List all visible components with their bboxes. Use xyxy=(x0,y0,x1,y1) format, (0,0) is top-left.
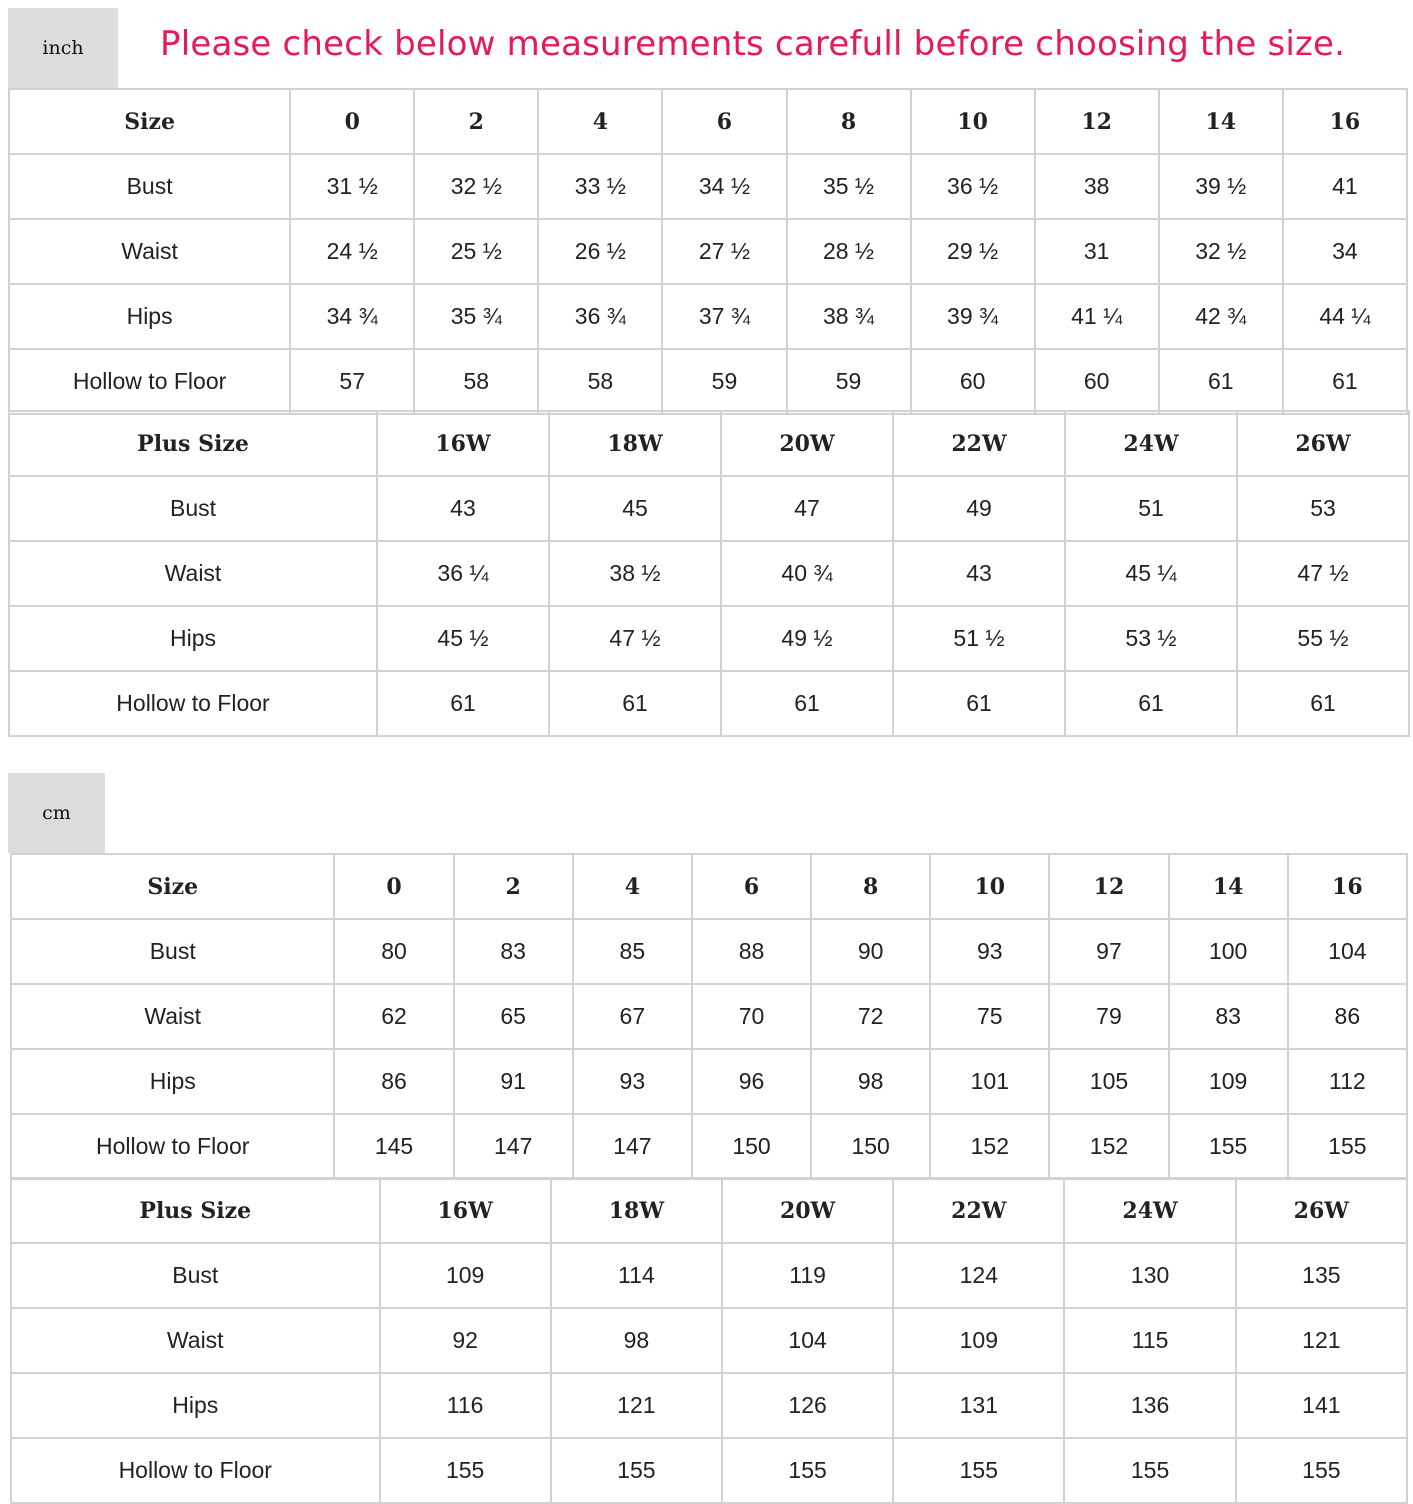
measurement-value: 67 xyxy=(573,984,692,1049)
measurement-value: 155 xyxy=(551,1438,722,1503)
measurement-value: 93 xyxy=(930,919,1049,984)
size-column-header: 16 xyxy=(1283,89,1407,154)
size-column-header: 4 xyxy=(538,89,662,154)
size-column-header: 12 xyxy=(1049,854,1168,919)
size-header-row xyxy=(11,854,1407,919)
measurement-value: 38 ½ xyxy=(549,541,721,606)
measurement-value: 32 ½ xyxy=(1159,219,1283,284)
measurement-value: 152 xyxy=(930,1114,1049,1179)
size-header-label: Size xyxy=(9,89,290,154)
size-column-header: 10 xyxy=(911,89,1035,154)
measurement-value: 150 xyxy=(811,1114,930,1179)
measurement-value: 61 xyxy=(1159,349,1283,414)
measurement-value: 61 xyxy=(1283,349,1407,414)
measurement-label: Waist xyxy=(9,219,290,284)
measurement-value: 100 xyxy=(1169,919,1288,984)
size-column-header: 8 xyxy=(811,854,930,919)
measurement-row xyxy=(9,284,1407,349)
measurement-value: 145 xyxy=(334,1114,453,1179)
size-column-header: 6 xyxy=(692,854,811,919)
size-header-label: Size xyxy=(11,854,334,919)
size-column-header: 12 xyxy=(1035,89,1159,154)
measurement-value: 43 xyxy=(377,476,549,541)
measurement-value: 155 xyxy=(1064,1438,1235,1503)
measurement-value: 41 ¼ xyxy=(1035,284,1159,349)
measurement-value: 97 xyxy=(1049,919,1168,984)
measurement-label: Hips xyxy=(11,1373,380,1438)
measurement-value: 80 xyxy=(334,919,453,984)
measurement-value: 131 xyxy=(893,1373,1064,1438)
size-column-header: 16 xyxy=(1288,854,1407,919)
size-column-header: 22W xyxy=(893,1178,1064,1243)
measurement-row xyxy=(11,1308,1407,1373)
measurement-value: 59 xyxy=(662,349,786,414)
measurement-value: 34 xyxy=(1283,219,1407,284)
measurement-value: 112 xyxy=(1288,1049,1407,1114)
measurement-value: 38 xyxy=(1035,154,1159,219)
measurement-value: 60 xyxy=(911,349,1035,414)
measurement-value: 105 xyxy=(1049,1049,1168,1114)
measurement-value: 93 xyxy=(573,1049,692,1114)
measurement-value: 96 xyxy=(692,1049,811,1114)
inch-plus-size-table xyxy=(8,410,1410,737)
measurement-value: 43 xyxy=(893,541,1065,606)
measurement-value: 28 ½ xyxy=(787,219,911,284)
measurement-value: 35 ¾ xyxy=(414,284,538,349)
measurement-label: Waist xyxy=(9,541,377,606)
cm-standard-size-table xyxy=(10,853,1408,1180)
measurement-value: 49 ½ xyxy=(721,606,893,671)
measurement-label: Hips xyxy=(9,284,290,349)
measurement-value: 155 xyxy=(722,1438,893,1503)
measurement-value: 147 xyxy=(454,1114,573,1179)
measurement-value: 38 ¾ xyxy=(787,284,911,349)
measurement-value: 92 xyxy=(380,1308,551,1373)
measurement-value: 37 ¾ xyxy=(662,284,786,349)
measurement-value: 36 ½ xyxy=(911,154,1035,219)
measurement-label: Waist xyxy=(11,984,334,1049)
measurement-value: 130 xyxy=(1064,1243,1235,1308)
size-column-header: 2 xyxy=(414,89,538,154)
measurement-value: 72 xyxy=(811,984,930,1049)
measurement-row xyxy=(9,349,1407,414)
measurement-value: 25 ½ xyxy=(414,219,538,284)
measurement-value: 34 ½ xyxy=(662,154,786,219)
measurement-value: 61 xyxy=(1065,671,1237,736)
size-header-row xyxy=(9,89,1407,154)
measurement-row xyxy=(11,919,1407,984)
measurement-value: 152 xyxy=(1049,1114,1168,1179)
measurement-value: 61 xyxy=(549,671,721,736)
measurement-row xyxy=(9,219,1407,284)
measurement-value: 53 ½ xyxy=(1065,606,1237,671)
measurement-label: Hollow to Floor xyxy=(11,1114,334,1179)
size-header-label: Plus Size xyxy=(11,1178,380,1243)
measurement-value: 155 xyxy=(1236,1438,1407,1503)
measurement-row xyxy=(9,476,1409,541)
measurement-row xyxy=(9,671,1409,736)
measurement-value: 24 ½ xyxy=(290,219,414,284)
measurement-value: 55 ½ xyxy=(1237,606,1409,671)
measurement-value: 47 ½ xyxy=(1237,541,1409,606)
measurement-value: 141 xyxy=(1236,1373,1407,1438)
measurement-notice: Please check below measurements carefull before choosing the size. xyxy=(160,24,1346,64)
size-column-header: 22W xyxy=(893,411,1065,476)
measurement-value: 58 xyxy=(538,349,662,414)
measurement-value: 32 ½ xyxy=(414,154,538,219)
measurement-value: 36 ¼ xyxy=(377,541,549,606)
measurement-label: Hollow to Floor xyxy=(11,1438,380,1503)
measurement-value: 36 ¾ xyxy=(538,284,662,349)
measurement-row xyxy=(11,1373,1407,1438)
measurement-value: 61 xyxy=(893,671,1065,736)
measurement-value: 53 xyxy=(1237,476,1409,541)
measurement-value: 121 xyxy=(551,1373,722,1438)
size-column-header: 10 xyxy=(930,854,1049,919)
size-column-header: 20W xyxy=(721,411,893,476)
measurement-value: 86 xyxy=(1288,984,1407,1049)
size-column-header: 8 xyxy=(787,89,911,154)
measurement-value: 34 ¾ xyxy=(290,284,414,349)
measurement-value: 121 xyxy=(1236,1308,1407,1373)
measurement-value: 98 xyxy=(811,1049,930,1114)
cm-plus-size-table xyxy=(10,1177,1408,1504)
measurement-value: 59 xyxy=(787,349,911,414)
measurement-row xyxy=(11,1114,1407,1179)
inch-standard-size-table xyxy=(8,88,1408,415)
measurement-value: 45 ½ xyxy=(377,606,549,671)
size-header-row xyxy=(11,1178,1407,1243)
size-column-header: 0 xyxy=(290,89,414,154)
measurement-value: 104 xyxy=(722,1308,893,1373)
measurement-value: 83 xyxy=(1169,984,1288,1049)
measurement-value: 135 xyxy=(1236,1243,1407,1308)
measurement-label: Hips xyxy=(11,1049,334,1114)
measurement-value: 114 xyxy=(551,1243,722,1308)
measurement-value: 124 xyxy=(893,1243,1064,1308)
measurement-value: 86 xyxy=(334,1049,453,1114)
measurement-value: 65 xyxy=(454,984,573,1049)
measurement-value: 60 xyxy=(1035,349,1159,414)
measurement-value: 136 xyxy=(1064,1373,1235,1438)
unit-label-inch: inch xyxy=(8,8,118,88)
measurement-value: 79 xyxy=(1049,984,1168,1049)
measurement-value: 155 xyxy=(893,1438,1064,1503)
measurement-row xyxy=(11,1243,1407,1308)
measurement-value: 88 xyxy=(692,919,811,984)
measurement-row xyxy=(11,1049,1407,1114)
size-column-header: 16W xyxy=(377,411,549,476)
measurement-value: 90 xyxy=(811,919,930,984)
size-header-label: Plus Size xyxy=(9,411,377,476)
size-column-header: 20W xyxy=(722,1178,893,1243)
size-column-header: 6 xyxy=(662,89,786,154)
measurement-value: 26 ½ xyxy=(538,219,662,284)
unit-label-cm: cm xyxy=(8,773,105,853)
measurement-value: 126 xyxy=(722,1373,893,1438)
measurement-value: 51 xyxy=(1065,476,1237,541)
measurement-value: 29 ½ xyxy=(911,219,1035,284)
measurement-value: 61 xyxy=(1237,671,1409,736)
measurement-value: 51 ½ xyxy=(893,606,1065,671)
measurement-value: 57 xyxy=(290,349,414,414)
measurement-value: 33 ½ xyxy=(538,154,662,219)
measurement-value: 31 ½ xyxy=(290,154,414,219)
measurement-value: 119 xyxy=(722,1243,893,1308)
measurement-row xyxy=(9,606,1409,671)
measurement-value: 40 ¾ xyxy=(721,541,893,606)
measurement-value: 155 xyxy=(380,1438,551,1503)
measurement-value: 42 ¾ xyxy=(1159,284,1283,349)
measurement-value: 62 xyxy=(334,984,453,1049)
measurement-label: Hollow to Floor xyxy=(9,671,377,736)
size-column-header: 26W xyxy=(1237,411,1409,476)
measurement-value: 45 ¼ xyxy=(1065,541,1237,606)
measurement-label: Hips xyxy=(9,606,377,671)
measurement-value: 47 xyxy=(721,476,893,541)
measurement-value: 31 xyxy=(1035,219,1159,284)
measurement-value: 109 xyxy=(893,1308,1064,1373)
size-column-header: 14 xyxy=(1169,854,1288,919)
size-column-header: 14 xyxy=(1159,89,1283,154)
measurement-value: 49 xyxy=(893,476,1065,541)
measurement-value: 83 xyxy=(454,919,573,984)
measurement-value: 41 xyxy=(1283,154,1407,219)
measurement-value: 35 ½ xyxy=(787,154,911,219)
measurement-row xyxy=(9,154,1407,219)
measurement-value: 61 xyxy=(721,671,893,736)
measurement-row xyxy=(11,984,1407,1049)
measurement-value: 155 xyxy=(1169,1114,1288,1179)
measurement-value: 116 xyxy=(380,1373,551,1438)
size-column-header: 26W xyxy=(1236,1178,1407,1243)
measurement-value: 70 xyxy=(692,984,811,1049)
measurement-label: Bust xyxy=(11,919,334,984)
measurement-value: 39 ½ xyxy=(1159,154,1283,219)
measurement-value: 61 xyxy=(377,671,549,736)
size-column-header: 18W xyxy=(549,411,721,476)
size-column-header: 16W xyxy=(380,1178,551,1243)
size-column-header: 18W xyxy=(551,1178,722,1243)
measurement-value: 39 ¾ xyxy=(911,284,1035,349)
measurement-label: Waist xyxy=(11,1308,380,1373)
size-column-header: 2 xyxy=(454,854,573,919)
measurement-value: 85 xyxy=(573,919,692,984)
size-column-header: 4 xyxy=(573,854,692,919)
measurement-value: 58 xyxy=(414,349,538,414)
measurement-value: 147 xyxy=(573,1114,692,1179)
measurement-label: Bust xyxy=(11,1243,380,1308)
measurement-value: 98 xyxy=(551,1308,722,1373)
measurement-value: 44 ¼ xyxy=(1283,284,1407,349)
measurement-value: 91 xyxy=(454,1049,573,1114)
size-column-header: 24W xyxy=(1065,411,1237,476)
size-header-row xyxy=(9,411,1409,476)
measurement-value: 75 xyxy=(930,984,1049,1049)
measurement-value: 45 xyxy=(549,476,721,541)
measurement-value: 27 ½ xyxy=(662,219,786,284)
measurement-value: 155 xyxy=(1288,1114,1407,1179)
measurement-value: 47 ½ xyxy=(549,606,721,671)
measurement-row xyxy=(11,1438,1407,1503)
measurement-value: 115 xyxy=(1064,1308,1235,1373)
size-column-header: 0 xyxy=(334,854,453,919)
measurement-label: Bust xyxy=(9,154,290,219)
measurement-label: Hollow to Floor xyxy=(9,349,290,414)
measurement-label: Bust xyxy=(9,476,377,541)
measurement-value: 109 xyxy=(1169,1049,1288,1114)
measurement-value: 104 xyxy=(1288,919,1407,984)
measurement-value: 109 xyxy=(380,1243,551,1308)
measurement-value: 150 xyxy=(692,1114,811,1179)
size-column-header: 24W xyxy=(1064,1178,1235,1243)
measurement-row xyxy=(9,541,1409,606)
measurement-value: 101 xyxy=(930,1049,1049,1114)
